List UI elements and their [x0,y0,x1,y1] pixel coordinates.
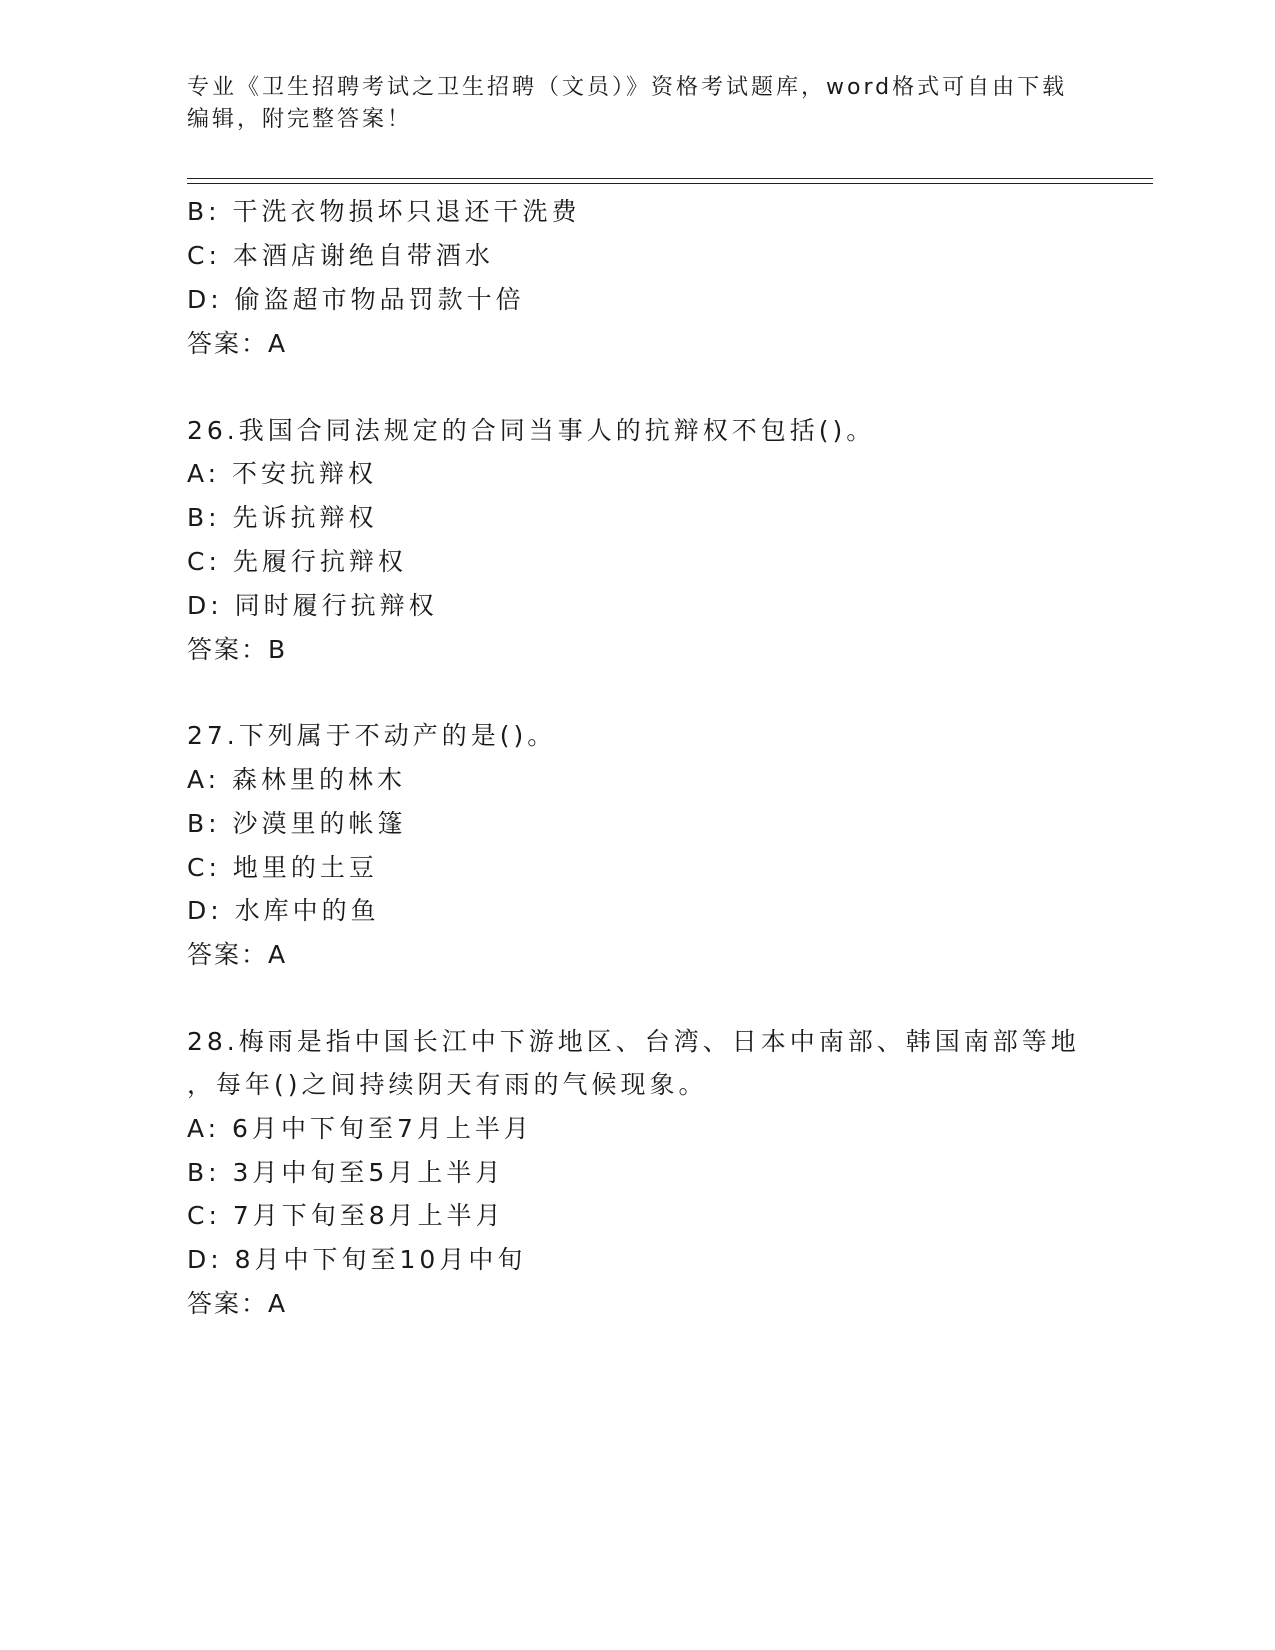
prev-question-option-c: C: 本酒店谢绝自带酒水 [187,241,494,270]
question-26-option-c: C: 先履行抗辩权 [187,547,407,576]
question-26-option-b: B: 先诉抗辩权 [187,503,378,532]
question-27-option-b: B: 沙漠里的帐篷 [187,809,407,838]
prev-question-option-d: D: 偷盗超市物品罚款十倍 [187,285,525,314]
question-26-option-a: A: 不安抗辩权 [187,459,378,488]
question-27-option-a: A: 森林里的林木 [187,765,407,794]
question-27-option-c: C: 地里的土豆 [187,853,378,882]
header-divider-top [187,178,1153,179]
question-28-answer: 答案：A [187,1289,288,1318]
question-26-answer: 答案：B [187,635,288,664]
question-26-stem: 26.我国合同法规定的合同当事人的抗辩权不包括()。 [187,416,876,445]
question-28-option-b: B: 3月中旬至5月上半月 [187,1158,505,1187]
prev-question-option-b: B: 干洗衣物损坏只退还干洗费 [187,197,581,226]
document-header [187,72,1087,136]
question-27-stem: 27.下列属于不动产的是()。 [187,721,557,750]
question-28-option-c: C: 7月下旬至8月上半月 [187,1201,505,1230]
question-28-stem-line-2: ，每年()之间持续阴天有雨的气候现象。 [187,1070,708,1099]
question-26-option-d: D: 同时履行抗辩权 [187,591,438,620]
header-line-1: 专业《卫生招聘考试之卫生招聘（文员）》资格考试题库，word格式可自由下载 [187,75,1068,100]
header-divider-bottom [187,183,1153,184]
header-line-2: 编辑，附完整答案！ [187,107,413,132]
question-27-answer: 答案：A [187,940,288,969]
question-28-stem-line-1: 28.梅雨是指中国长江中下游地区、台湾、日本中南部、韩国南部等地 [187,1027,1080,1056]
question-28-option-d: D: 8月中下旬至10月中旬 [187,1245,527,1274]
question-27-option-d: D: 水库中的鱼 [187,896,380,925]
prev-question-answer: 答案：A [187,329,288,358]
question-28-option-a: A: 6月中下旬至7月上半月 [187,1114,533,1143]
